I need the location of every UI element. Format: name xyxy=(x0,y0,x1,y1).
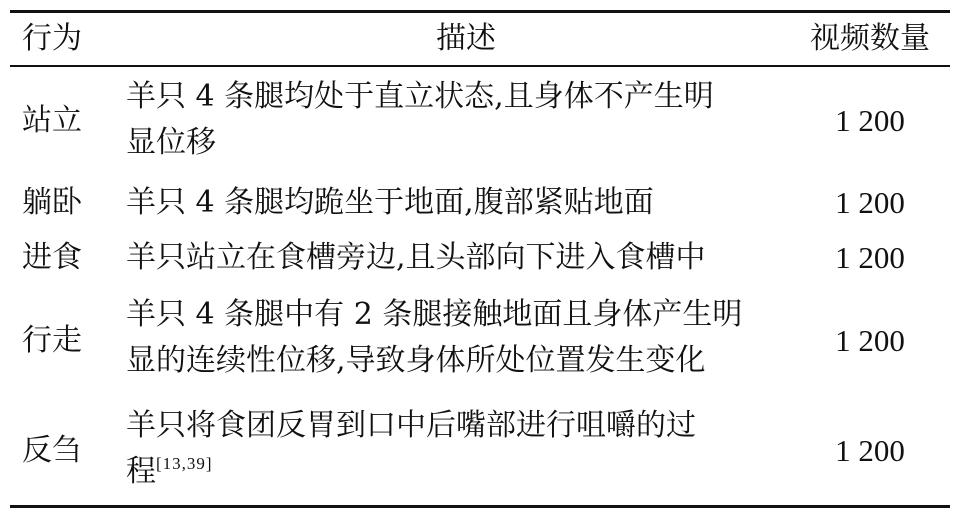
row-eating-behavior: 进食 xyxy=(22,240,82,275)
description-line: 羊只将食团反胃到口中后嘴部进行咀嚼的过 xyxy=(126,408,696,443)
row-walking-behavior: 行走 xyxy=(22,323,82,358)
row-eating-count: 1 200 xyxy=(835,240,905,275)
row-rumination-count: 1 200 xyxy=(835,433,905,468)
description-line: 羊只 4 条腿均跪坐于地面,腹部紧贴地面 xyxy=(126,185,654,220)
row-lying-behavior: 躺卧 xyxy=(22,185,82,220)
row-standing-description xyxy=(126,74,806,166)
description-line-text: 程 xyxy=(126,454,156,489)
row-rumination-description xyxy=(126,403,806,495)
description-line: 羊只站立在食槽旁边,且头部向下进入食槽中 xyxy=(126,240,706,275)
top-rule xyxy=(10,10,950,13)
row-standing-count: 1 200 xyxy=(835,103,905,138)
description-line: 显的连续性位移,导致身体所处位置发生变化 xyxy=(126,343,706,378)
header-rule xyxy=(10,65,950,67)
header-count: 视频数量 xyxy=(810,21,930,56)
citation-reference: [13,39] xyxy=(156,454,213,473)
row-walking-count: 1 200 xyxy=(835,323,905,358)
row-standing-behavior: 站立 xyxy=(22,103,82,138)
row-walking-description xyxy=(126,292,806,384)
bottom-rule xyxy=(10,505,950,508)
row-eating-description xyxy=(126,235,806,281)
description-line: 显位移 xyxy=(126,125,216,160)
description-line-with-citation xyxy=(126,449,806,495)
header-description: 描述 xyxy=(436,21,496,56)
row-lying-count: 1 200 xyxy=(835,185,905,220)
header-behavior: 行为 xyxy=(22,21,82,56)
row-rumination-behavior: 反刍 xyxy=(22,433,82,468)
description-line: 羊只 4 条腿均处于直立状态,且身体不产生明 xyxy=(126,79,714,114)
description-line: 羊只 4 条腿中有 2 条腿接触地面且身体产生明 xyxy=(126,297,743,332)
row-lying-description xyxy=(126,180,806,226)
